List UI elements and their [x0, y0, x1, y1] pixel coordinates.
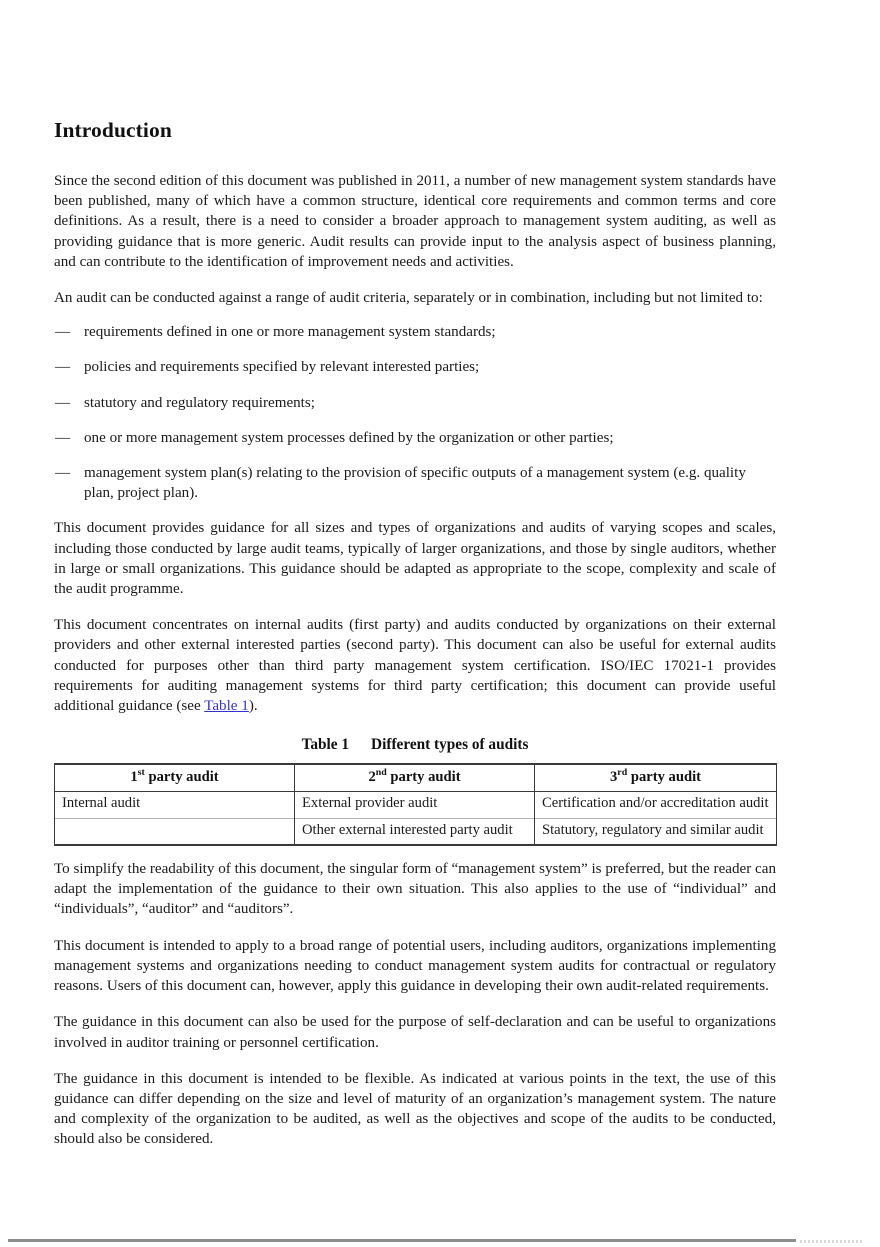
- header-ordinal-number: 2: [368, 769, 376, 786]
- list-item-label: management system plan(s) relating to the provision of specific outputs of a management system (e.g. quality plan, project plan).: [84, 465, 746, 502]
- em-dash-bullet-icon: —: [55, 429, 71, 446]
- column-header-third-party: [535, 764, 777, 792]
- paragraph-self-declaration: The guidance in this document can also be used for the purpose of self-declaration and can be useful to organizations involved in auditor training or personnel certification.: [54, 1014, 776, 1051]
- header-ordinal-number: 3: [610, 769, 618, 786]
- paragraph-text-before-link: This document concentrates on internal audits (first party) and audits conducted by organizations on their external providers and other external interested parties (second party). This document can also be useful for external audits conducted for purposes other than third party management system certification. ISO/IEC 17021-1 provides requirements for auditing management systems for third party certification; this document can provide useful additional guidance (see: [54, 617, 776, 715]
- paragraph-text-after-link: ).: [248, 698, 258, 715]
- table-cell: Internal audit: [55, 792, 295, 818]
- table-row: [55, 818, 777, 845]
- list-item-label: statutory and regulatory requirements;: [84, 394, 315, 411]
- em-dash-bullet-icon: —: [55, 359, 71, 376]
- list-item-label: requirements defined in one or more management system standards;: [84, 324, 496, 341]
- audit-types-table: [54, 763, 777, 846]
- paragraph-party-types: [54, 615, 776, 716]
- em-dash-bullet-icon: —: [55, 324, 71, 341]
- column-header-second-party: [295, 764, 535, 792]
- table-row: [55, 792, 777, 818]
- table-caption: [54, 736, 776, 754]
- table-cell: External provider audit: [295, 792, 535, 818]
- footer-divider: [8, 1239, 796, 1242]
- list-item: [54, 357, 776, 377]
- page-title: Introduction: [54, 118, 172, 142]
- audit-criteria-list: [54, 322, 776, 503]
- table-cell: Statutory, regulatory and similar audit: [535, 818, 777, 845]
- list-item: [54, 428, 776, 448]
- header-ordinal-suffix: nd: [375, 767, 387, 779]
- header-rest: party audit: [386, 769, 461, 786]
- table-1-cross-reference-link[interactable]: Table 1: [204, 698, 249, 715]
- list-item-label: policies and requirements specified by relevant interested parties;: [84, 359, 480, 376]
- table-cell: Certification and/or accreditation audit: [535, 792, 777, 818]
- paragraph-scope-and-scale: This document provides guidance for all sizes and types of organizations and audits of varying scopes and scales, including those conducted by large audit teams, typically of larger organizations, and those by single auditors, whether in large or small organizations. This guidance should be adapted as appropriate to the scope, complexity and scale of the audit programme.: [54, 520, 776, 598]
- header-ordinal-suffix: st: [137, 767, 145, 779]
- header-rest: party audit: [144, 769, 219, 786]
- paragraph-intended-users: This document is intended to apply to a broad range of potential users, including auditors, organizations implementing management systems and organizations needing to conduct management system audits for contractual or regulatory reasons. Users of this document can, however, apply this guidance in developing their own audit-related requirements.: [54, 937, 776, 995]
- table-cell: [55, 818, 295, 845]
- column-header-first-party: [55, 764, 295, 792]
- header-rest: party audit: [627, 769, 701, 786]
- list-item: [54, 393, 776, 413]
- em-dash-bullet-icon: —: [55, 394, 71, 411]
- footer-residual-marks: [800, 1240, 862, 1243]
- list-item: [54, 463, 776, 503]
- paragraph-flexibility: The guidance in this document is intended to be flexible. As indicated at various points in the text, the use of this guidance can differ depending on the size and level of maturity of an organization’s management system. The nature and complexity of the organization to be audited, as well as the objectives and scope of the audits to be conducted, should also be considered.: [54, 1070, 776, 1148]
- header-ordinal-number: 1: [130, 769, 138, 786]
- page-content: [54, 118, 776, 1166]
- table-header-row: [55, 764, 777, 792]
- table-cell: Other external interested party audit: [295, 818, 535, 845]
- paragraph-audit-criteria-lead-in: An audit can be conducted against a range of audit criteria, separately or in combination, including but not limited to:: [54, 290, 763, 307]
- paragraph-readability-conventions: To simplify the readability of this document, the singular form of “management system” is preferred, but the reader can adapt the implementation of the guidance to their own situation. This also applies to the use of “individual” and “individuals”, “auditor” and “auditors”.: [54, 861, 776, 918]
- header-ordinal-suffix: rd: [617, 767, 628, 779]
- list-item-label: one or more management system processes defined by the organization or other parties;: [84, 429, 614, 446]
- table-caption-number: Table 1: [301, 736, 350, 754]
- em-dash-bullet-icon: —: [55, 465, 71, 482]
- paragraph-intro-background: Since the second edition of this document was published in 2011, a number of new management system standards have been published, many of which have a common structure, identical core requirements and common terms and core definitions. As a result, there is a need to consider a broader approach to management system auditing, as well as providing guidance that is more generic. Audit results can provide input to the analysis aspect of business planning, and can contribute to the identification of improvement needs and activities.: [54, 173, 776, 270]
- list-item: [54, 322, 776, 342]
- table-caption-title: Different types of audits: [371, 736, 529, 754]
